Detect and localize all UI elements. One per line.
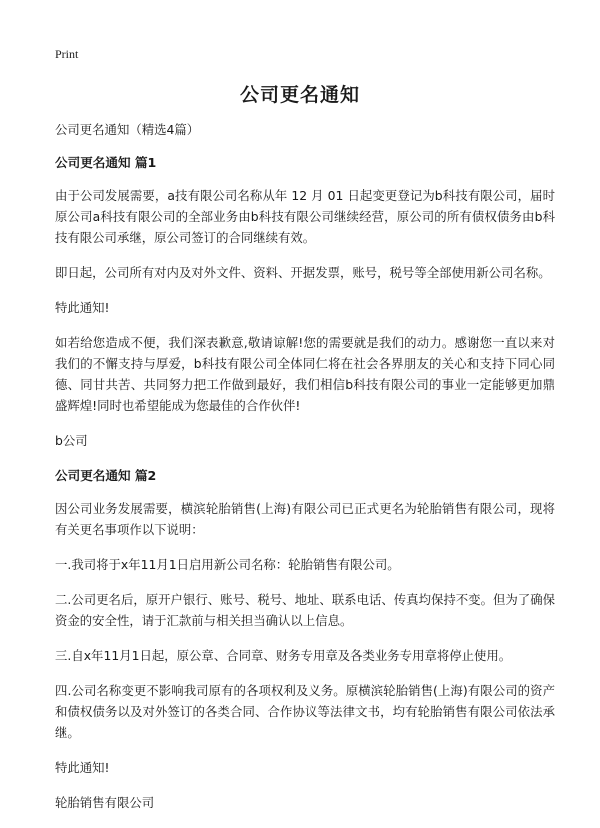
paragraph: 特此通知!: [55, 300, 110, 315]
section-heading: 公司更名通知 篇2: [55, 468, 157, 483]
paragraph: 特此通知!: [55, 760, 110, 775]
section-heading: 公司更名通知 篇1: [55, 155, 157, 170]
paragraph: 一.我司将于x年11月1日启用新公司名称：轮胎销售有限公司。: [55, 557, 400, 572]
paragraph: 如若给您造成不便，我们深表歉意,敬请谅解!您的需要就是我们的动力。感谢您一直以来对我们的不懈支持与厚爱，b科技有限公司全体同仁将在社会各界朋友的关心和支持下同心同德、同甘共苦、共同努力把工作做到最好，我们相信b科技有限公司的事业一定能够更加鼎盛辉煌!同时也希望能成为您最佳的合作伙伴!: [55, 335, 555, 413]
print-label: Print: [55, 47, 79, 61]
section-1: [55, 152, 555, 451]
document-subtitle: 公司更名通知（精选4篇）: [55, 122, 200, 137]
paragraph: 因公司业务发展需要，横滨轮胎销售(上海)有限公司已正式更名为轮胎销售有限公司，现将有关更名事项作以下说明：: [55, 501, 555, 537]
paragraph: 二.公司更名后，原开户银行、账号、税号、地址、联系电话、传真均保持不变。但为了确保资金的安全性，请于汇款前与相关担当确认以上信息。: [55, 592, 555, 628]
paragraph: 即日起，公司所有对内及对外文件、资料、开据发票，账号，税号等全部使用新公司名称。: [55, 265, 551, 280]
paragraph: 由于公司发展需要，a技有限公司名称从年 12 月 01 日起变更登记为b科技有限公司，届时原公司a科技有限公司的全部业务由b科技有限公司继续经营，原公司的所有债权债务由b科技有限公司承继，原公司签订的合同继续有效。: [55, 188, 555, 245]
page-title: 公司更名通知: [239, 84, 360, 106]
paragraph: 四.公司名称变更不影响我司原有的各项权利及义务。原横滨轮胎销售(上海)有限公司的资产和债权债务以及对外签订的各类合同、合作协议等法律文书，均有轮胎销售有限公司依法承继。: [55, 683, 555, 740]
signature-line: b公司: [55, 433, 88, 448]
document-body: [55, 119, 555, 827]
signature-line: 轮胎销售有限公司: [55, 795, 155, 810]
paragraph: 三.自x年11月1日起，原公章、合同章、财务专用章及各类业务专用章将停止使用。: [55, 648, 512, 663]
section-2: [55, 465, 555, 813]
